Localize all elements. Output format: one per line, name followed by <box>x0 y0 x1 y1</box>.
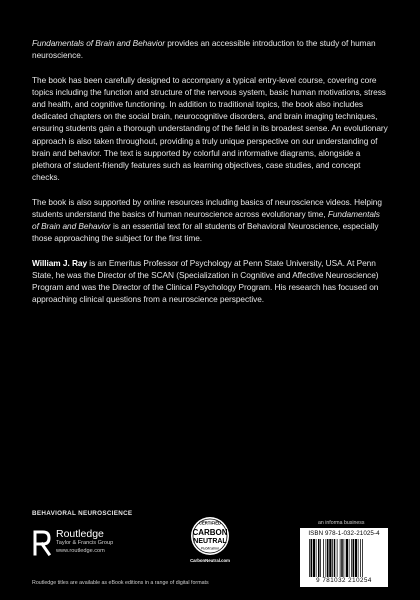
informa-label: an informa business <box>318 520 365 526</box>
barcode-bar <box>341 539 343 577</box>
series-label: BEHAVIORAL NEUROSCIENCE <box>32 510 133 517</box>
carbon-badge-line1: CARBON <box>192 528 228 537</box>
barcode-bar <box>318 539 320 577</box>
routledge-logo-icon <box>32 530 52 556</box>
cover-description <box>32 37 388 318</box>
resources-text-start: The book is also supported by online resources including basics of neuroscience videos. Helping students understand the basics of human neuroscience across evolutionary time, <box>32 196 382 219</box>
intro-paragraph <box>32 37 388 61</box>
book-title-italic: Fundamentals of Brain and Behavior <box>32 38 165 48</box>
barcode-bar <box>351 539 352 577</box>
barcode-bar <box>355 539 357 577</box>
publisher-text <box>56 529 113 556</box>
barcode-bar <box>311 539 313 577</box>
author-bio: is an Emeritus Professor of Psychology at Penn State University, USA. At Penn State, he was the Director of the SCAN (Specialization in Cognitive and Affective Neuroscience) Program and was the Director of the Clinical Psychology Program. His research has focused on approaching clinical questions from a neuroscience perspective. <box>32 257 379 305</box>
carbon-badge-top: CERTIFIED <box>198 520 222 526</box>
barcode-bar <box>326 539 327 577</box>
carbon-badge-url: CarbonNeutral.com <box>190 558 230 563</box>
isbn-label: ISBN 978-1-032-21025-4 <box>308 530 380 537</box>
barcode-bar <box>320 539 321 577</box>
barcode-bar <box>316 539 317 577</box>
barcode-block <box>300 528 388 587</box>
barcode-bar <box>340 539 341 577</box>
publisher-subtitle: Taylor & Francis Group <box>56 540 114 546</box>
barcode-bar <box>337 539 338 577</box>
barcode-bar <box>344 539 345 577</box>
barcode-bar <box>334 539 336 577</box>
author-name: William J. Ray <box>32 257 88 268</box>
resources-paragraph <box>32 196 388 245</box>
barcode-bar <box>358 539 359 577</box>
barcode-number: 9 781032 210254 <box>316 577 372 584</box>
barcode-bar <box>346 539 348 577</box>
publisher-name: Routledge <box>56 528 104 540</box>
book-title-italic: Fundamentals of Brain and Behavior <box>32 208 380 232</box>
barcode-bar <box>353 539 355 577</box>
barcode-icon <box>309 539 385 577</box>
resources-text-end: is an essential text for all students of Behavioral Neuroscience, especially those approaching the subject for the first time. <box>32 221 379 244</box>
publisher-block <box>32 529 113 561</box>
author-bio-paragraph <box>32 257 388 306</box>
barcode-bar <box>327 539 329 577</box>
barcode-bar <box>349 539 350 577</box>
ebook-footer-note: Routledge titles are available as eBook editions in a range of digital formats <box>32 580 209 586</box>
barcode-bar <box>323 539 324 577</box>
intro-text: provides an accessible introduction to the study of human neuroscience. <box>32 38 376 61</box>
barcode-bar <box>329 539 331 577</box>
barcode-bar <box>313 539 315 577</box>
publisher-url: www.routledge.com <box>56 548 105 554</box>
barcode-bar <box>309 539 310 577</box>
barcode-bar <box>332 539 333 577</box>
carbon-badge-bottom: Publication <box>200 546 220 551</box>
carbon-neutral-badge-icon <box>182 510 238 566</box>
barcode-bar <box>360 539 361 577</box>
carbon-badge-line2: NEUTRAL <box>193 538 227 545</box>
barcode-bar <box>362 539 363 577</box>
overview-paragraph: The book has been carefully designed to accompany a typical entry-level course, covering core topics including the function and structure of the nervous system, basic human motivations, stress and health, and cognitive functioning. In addition to traditional topics, the book also includes dedicated chapters on the social brain, neurocognitive disorders, and brain imaging techniques, ensuring students gain a thorough understanding of the field in its broadest sense. An evolutionary approach is also taken throughout, providing a truly unique perspective on our understanding of brain and behavior. The text is supported by colorful and informative diagrams, alongside a plethora of student-friendly features such as learning objectives, case studies, and concept checks. <box>32 74 388 183</box>
